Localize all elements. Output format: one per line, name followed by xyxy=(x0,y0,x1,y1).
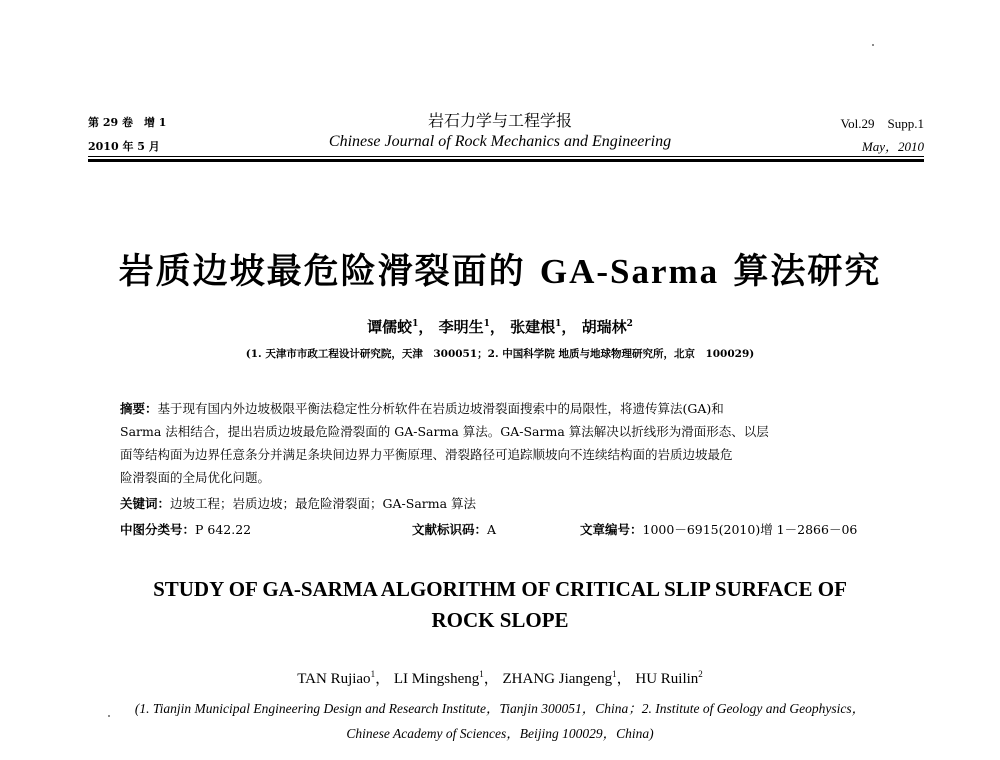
title-cn-head: 岩质边坡最危险滑裂面的 xyxy=(118,251,526,292)
keywords xyxy=(120,492,476,515)
abstract-label: 摘要： xyxy=(120,401,158,416)
affiliation-cn: (1. 天津市市政工程设计研究院，天津 300051；2. 中国科学院 地质与地球物理研究所，北京 100029) xyxy=(245,348,755,360)
title-cn-tail: 算法研究 xyxy=(733,251,882,292)
author-cn-sup: 1 xyxy=(483,319,490,329)
abstract-text: 基于现有国内外边坡极限平衡法稳定性分析软件在岩质边坡滑裂面搜索中的局限性，将遗传算法(GA)和 xyxy=(157,401,724,416)
author-cn-sup: 1 xyxy=(412,319,419,329)
paper-title-cn xyxy=(0,244,1000,294)
title-en-line: ROCK SLOPE xyxy=(431,608,569,632)
authors-en: TAN Rujiao$^1$， LI Mingsheng$^1$， ZHANG Jiangeng$^1$， HU Ruilin$^2$ xyxy=(297,669,703,687)
article-no-label: 文章编号： xyxy=(580,522,643,537)
author-en: ZHANG Jiangeng xyxy=(502,671,613,687)
date-en: May，2010 xyxy=(861,139,924,154)
author-en: TAN Rujiao xyxy=(297,671,371,687)
author-en-sup: 1 xyxy=(479,669,484,679)
scan-speck xyxy=(108,715,110,717)
journal-title-cn: 岩石力学与工程学报 xyxy=(427,111,572,130)
doc-code-label: 文献标识码： xyxy=(412,522,488,537)
clc-value: P 642.22 xyxy=(195,522,252,537)
abstract-line: 险滑裂面的全局优化问题。 xyxy=(120,470,271,485)
clc-number xyxy=(120,518,251,541)
author-en-sup: 2 xyxy=(698,669,703,679)
header-rule-thick xyxy=(88,159,924,162)
abstract-line xyxy=(120,397,724,420)
journal-title-en: Chinese Journal of Rock Mechanics and Engineering xyxy=(328,133,672,150)
keywords-text: 边坡工程；岩质边坡；最危险滑裂面；GA-Sarma 算法 xyxy=(170,496,477,511)
author-en-sup: 1 xyxy=(612,669,617,679)
article-no-value: 1000－6915(2010)增 1－2866－06 xyxy=(642,522,858,537)
author-cn-sup: 1 xyxy=(555,319,562,329)
title-en-line: STUDY OF GA-SARMA ALGORITHM OF CRITICAL SLIP SURFACE OF xyxy=(153,577,847,601)
author-cn-sup: 2 xyxy=(626,319,633,329)
affiliation-en-line: Chinese Academy of Sciences，Beijing 100029，China) xyxy=(346,726,654,741)
affiliation-en-line: (1. Tianjin Municipal Engineering Design and Research Institute，Tianjin 300051，China；2. Institute of Geology and Geophysics， xyxy=(134,701,866,716)
abstract-line: 面等结构面为边界任意条分并满足条块间边界力平衡原理、滑裂路径可追踪顺坡向不连续结构面的岩质边坡最危 xyxy=(120,447,733,462)
document-code xyxy=(412,518,496,541)
author-cn: 胡瑞林 xyxy=(581,318,627,336)
author-en: LI Mingsheng xyxy=(393,671,480,687)
keywords-label: 关键词： xyxy=(120,496,171,511)
author-en: HU Ruilin xyxy=(635,671,699,687)
authors-cn: 谭儒蛟$^1$， 李明生$^1$， 张建根$^1$， 胡瑞林$^2$ xyxy=(367,318,633,336)
date-cn: 2010 年 5 月 xyxy=(88,140,160,153)
clc-label: 中图分类号： xyxy=(120,522,196,537)
header-rule-thin xyxy=(88,156,924,157)
author-cn: 张建根 xyxy=(510,318,556,336)
article-number xyxy=(580,518,857,541)
abstract-line: Sarma 法相结合，提出岩质边坡最危险滑裂面的 GA-Sarma 算法。GA-Sarma 算法解决以折线形为滑面形态、以层 xyxy=(120,424,769,439)
author-cn: 李明生 xyxy=(438,318,484,336)
scan-speck xyxy=(872,44,874,46)
title-cn-latin: GA-Sarma xyxy=(539,252,720,291)
author-en-sup: 1 xyxy=(370,669,376,679)
doc-code-value: A xyxy=(487,522,497,537)
paper-title-en xyxy=(60,574,940,636)
volume-en: Vol.29 Supp.1 xyxy=(840,116,924,131)
volume-cn: 第 29 卷 增 1 xyxy=(88,116,167,129)
author-cn: 谭儒蛟 xyxy=(367,318,413,336)
